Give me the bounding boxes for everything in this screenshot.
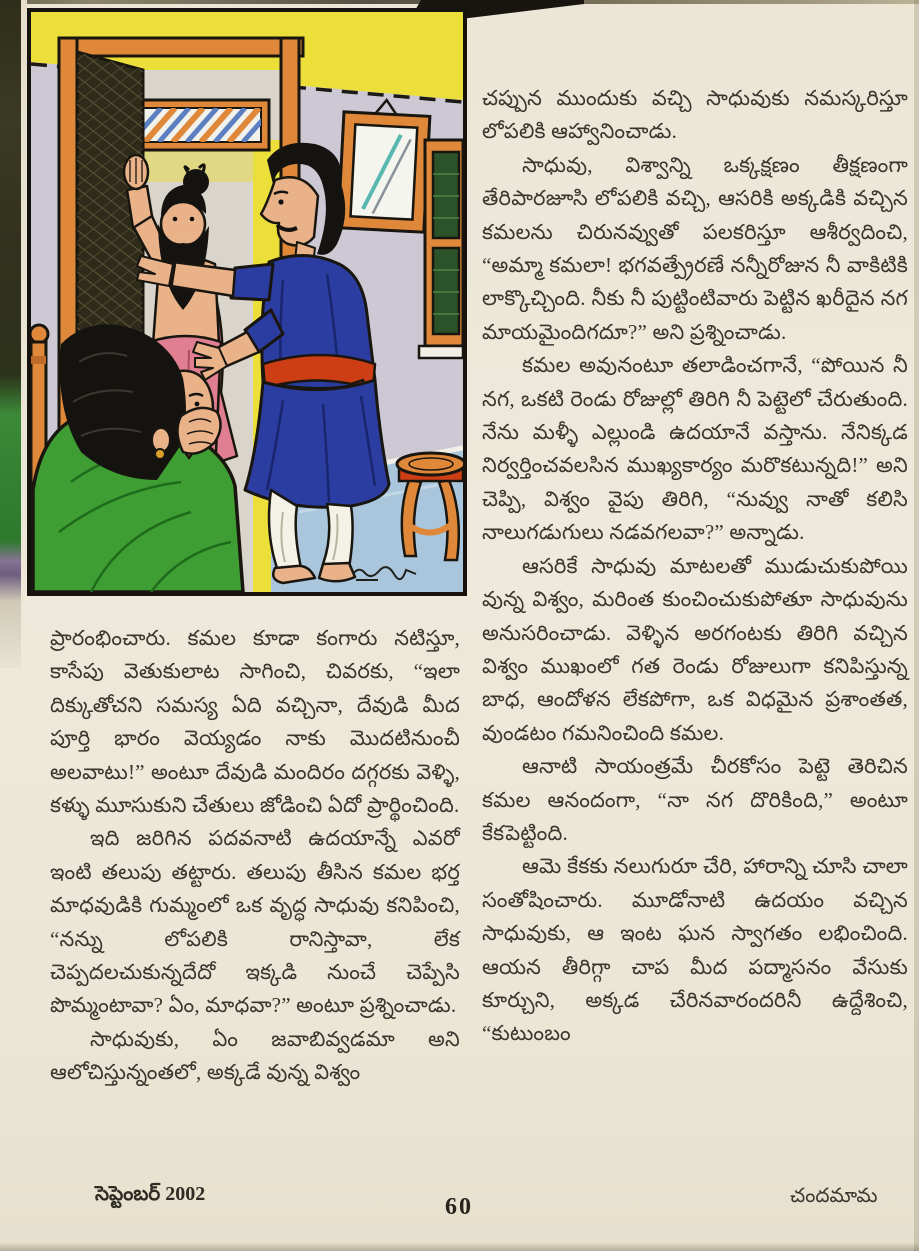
story-paragraph: ఆనాటి సాయంత్రమే చీరకోసం పెట్టె తెరిచిన కమల ఆనందంగా, “నా నగ దొరికింది,” అంటూ కేకపెట్టింది. (482, 754, 908, 845)
story-paragraph: చప్పున ముందుకు వచ్చి సాధువుకు నమస్కరిస్తూ లోపలికి ఆహ్వానించాడు. (482, 86, 908, 144)
story-paragraph: సాధువుకు, ఏం జవాబివ్వడమా అని ఆలోచిస్తున్నంతలో, అక్కడే వున్న విశ్వం (50, 1026, 460, 1085)
wall-mirror (338, 98, 431, 232)
story-paragraph: సాధువు, విశ్వాన్ని ఒక్కక్షణం తీక్షణంగా తేరిపారజూసి లోపలికి వచ్చి, ఆసరికి అక్కడికి వచ్చిన కమలను చిరునవ్వుతో పలకరిస్తూ ఆశీర్వదించి, “అమ్మా కమలా! భగవత్ప్రేరణే నన్నీరోజున నీ వాకిటికి లాక్కొచ్చింది. నీకు నీ పుట్టింటివారు పెట్టిన ఖరీదైన నగ మాయమైందిగదూ?” అని ప్రశ్నించాడు. (482, 152, 908, 344)
page-bottom-edge-shadow (0, 1242, 919, 1251)
story-paragraph: ఆమె కేకకు నలుగురూ చేరి, హారాన్ని చూసి చాలా సంతోషించారు. మూడోనాటి ఉదయం వచ్చిన సాధువుకు, ఆ ఇంట ఘన స్వాగతం లభించింది. ఆయన తీరిగ్గా చాప మీద పద్మాసనం వేసుకు కూర్చుని, అక్కడ చేరినవారందరినీ ఉద్దేశించి, “కుటుంబం (482, 854, 908, 1046)
footer-issue-date: సెప్టెంబర్ 2002 (95, 1183, 206, 1205)
story-paragraph: ఆసరికే సాధువు మాటలతో ముడుచుకుపోయి వున్న విశ్వం, మరింత కుంచించుకుపోతూ సాధువును అనుసరించాడు. వెళ్ళిన అరగంటకు తిరిగి వచ్చిన విశ్వం ముఖంలో గత రెండు రోజులుగా కనిపిస్తున్న బాధ, ఆందోళన లేకపోగా, ఒక విధమైన ప్రశాంతత, వుండటం గమనించింది కమల. (482, 553, 908, 745)
left-text-column (50, 622, 460, 1167)
window (419, 140, 463, 358)
story-paragraph: ప్రారంభించారు. కమల కూడా కంగారు నటిస్తూ, కాసేపు వెతుకులాట సాగించి, చివరకు, “ఇలా దిక్కుతోచని సమస్య ఏది వచ్చినా, దేవుడి మీద పూర్తి భారం వెయ్యడం నాకు మొదటినుంచీ అలవాటు!” అంటూ దేవుడి మందిరం దగ్గరకు వెళ్ళి, కళ్ళు మూసుకుని చేతులు జోడించి ఏదో ప్రార్థించింది. (50, 626, 460, 818)
footer-page-number: 60 (445, 1194, 473, 1220)
page-right-edge-shadow (914, 0, 919, 1251)
illustration-canvas (31, 12, 463, 592)
left-edge-artwork-bleed (0, 0, 21, 668)
story-paragraph: ఇది జరిగిన పదవనాటి ఉదయాన్నే ఎవరో ఇంటి తలుపు తట్టారు. తలుపు తీసిన కమల భర్త మాధవుడికి గుమ్మంలో ఒక వృద్ధ సాధువు కనిపించి, “నన్ను లోపలికి రానిస్తావా, లేక చెప్పదలచుకున్నదేదో ఇక్కడి నుంచే చెప్పేసి పొమ్మంటావా? ఏం, మాధవా?” అంటూ ప్రశ్నించాడు. (50, 826, 460, 1018)
footer-magazine-name: చందమామ (790, 1185, 878, 1207)
story-illustration (27, 8, 467, 596)
right-text-column (482, 82, 908, 1170)
story-paragraph: కమల అవునంటూ తలాడించగానే, “పోయిన నీ నగ, ఒకటి రెండు రోజుల్లో తిరిగి నీ పెట్టెలో చేరుతుంది. నేను మళ్ళీ ఎల్లుండి ఉదయానే వస్తాను. నేనిక్కడ నిర్వర్తించవలసిన ముఖ్యకార్యం మరొకటున్నది!” అని చెప్పి, విశ్వం వైపు తిరిగి, “నువ్వు నాతో కలిసి నాలుగడుగులు నడవగలవా?” అన్నాడు. (482, 353, 908, 545)
